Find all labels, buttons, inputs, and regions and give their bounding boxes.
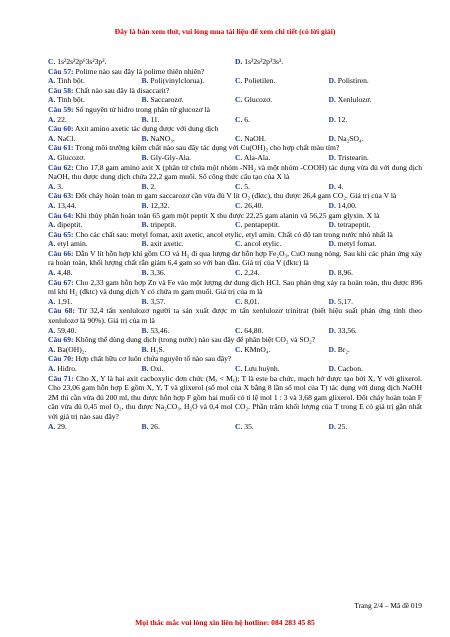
question-text — [48, 211, 422, 221]
option-letter: D. — [328, 152, 336, 162]
option-letter: A. — [48, 421, 56, 431]
option-text: 64,80. — [244, 325, 264, 335]
option-d — [329, 115, 423, 125]
option-text: Ba(OH)₂. — [57, 344, 87, 354]
option-letter: B. — [141, 114, 149, 124]
option-text: 59,40. — [57, 325, 77, 335]
option-letter: C. — [235, 268, 243, 278]
option-text: 22. — [57, 114, 67, 124]
option-text: 35. — [244, 421, 254, 431]
answer-options — [48, 345, 422, 355]
page-number: Trang 2/4 – Mã đề 019 — [354, 601, 422, 610]
option-text: Tinh bột. — [57, 95, 85, 105]
option-letter: A. — [48, 364, 56, 373]
question-stem: Không thể dùng dung dịch (trong nước) nào sau đây để phân biệt CO₂ và SO₂? — [75, 335, 316, 345]
answer-options — [48, 220, 422, 230]
question-text — [48, 374, 422, 422]
option-c — [235, 201, 329, 211]
option-text: axit axetic. — [150, 239, 184, 249]
option-text: Poli(vinylclorua). — [150, 76, 205, 86]
question-number: Câu 67: — [48, 277, 74, 287]
option-text: ancol etylic. — [244, 239, 282, 249]
option-a — [48, 268, 142, 278]
question-number: Câu 60: — [48, 124, 74, 134]
option-letter: C. — [235, 344, 243, 354]
option-letter: D. — [328, 325, 336, 335]
option-c — [235, 220, 329, 230]
option-letter: D. — [328, 114, 336, 124]
option-b — [142, 115, 236, 125]
option-b — [142, 134, 236, 144]
option-a — [48, 201, 142, 211]
option-letter: A. — [48, 152, 56, 162]
option-letter: B. — [141, 220, 149, 230]
option-text: 2,24. — [244, 268, 260, 278]
question-stem: Hợp chất hữu cơ luôn chứa nguyên tố nào sau đây? — [75, 354, 232, 364]
option-c — [235, 153, 329, 163]
answer-options — [48, 422, 422, 432]
question-block — [48, 124, 422, 143]
option-b — [142, 297, 236, 307]
option-d — [329, 268, 423, 278]
questions — [48, 67, 422, 432]
option-text: Hiđro. — [57, 364, 77, 373]
question-block — [48, 211, 422, 230]
question-number: Câu 61: — [48, 143, 74, 153]
question-stem: Số nguyên tử hiđro trong phân tử glucozơ là — [75, 104, 211, 114]
question-stem: Cho các chất sau: metyl fomat, axit axetic, ancol etylic, etyl amin. Chất có độ tan trong nước nhỏ nhất là — [75, 229, 393, 239]
option-text: KMnO₄. — [244, 344, 271, 354]
option-text: 1s²2s²2p⁶3s²3p². — [57, 57, 107, 66]
option-b — [142, 201, 236, 211]
option-letter: A. — [48, 200, 56, 210]
question-list — [48, 57, 422, 431]
option-text: Polistiren. — [337, 76, 369, 86]
question-stem: Cho 17,8 gam amino axit X (phân tử chứa một nhóm -NH₂ và một nhóm -COOH) tác dụng vừa đủ với dung dịch NaOH, thu được dung dịch chứa 22,2 gam muối. Số công thức cấu tạo của X là — [48, 162, 423, 182]
option-letter: C. — [235, 95, 243, 105]
option-a — [48, 345, 142, 355]
question-block — [48, 67, 422, 86]
option-a — [48, 153, 142, 163]
option-letter: D. — [328, 76, 336, 86]
option-text: Na₂SO₄. — [337, 133, 364, 143]
option-c — [235, 268, 329, 278]
option-text: 8,96. — [337, 268, 353, 278]
option-c — [235, 95, 329, 105]
option-c — [235, 345, 329, 355]
option-text: Xenlulozơ. — [337, 95, 372, 105]
option-d — [329, 182, 423, 192]
option-text: NaCl. — [57, 133, 76, 143]
question-block — [48, 163, 422, 192]
option-letter: D. — [328, 268, 336, 278]
option-letter: B. — [141, 344, 149, 354]
option-letter: A. — [48, 344, 56, 354]
option-letter: D. — [235, 57, 243, 66]
option-c — [235, 134, 329, 144]
option-letter: B. — [141, 239, 149, 249]
question-number: Câu 63: — [48, 191, 74, 201]
answer-options — [48, 115, 422, 125]
option-text: 12. — [337, 114, 348, 124]
q56-options — [48, 57, 422, 67]
option-text: Polietilen. — [244, 76, 276, 86]
option-letter: D. — [328, 239, 336, 249]
option-letter: C. — [235, 133, 243, 143]
option-letter: B. — [141, 152, 149, 162]
option-text: 26,40. — [244, 200, 264, 210]
option-c — [235, 326, 329, 336]
question-text — [48, 230, 422, 240]
option-a — [48, 134, 142, 144]
option-c — [235, 297, 329, 307]
option-a — [48, 326, 142, 336]
option-text: 4,48. — [57, 268, 73, 278]
option-text: 3. — [57, 181, 63, 191]
answer-options — [48, 182, 422, 192]
question-block — [48, 86, 422, 105]
option-letter: B. — [141, 296, 149, 306]
question-text — [48, 163, 422, 182]
answer-options — [48, 95, 422, 105]
option-text: NaOH. — [244, 133, 267, 143]
option-letter: D. — [328, 200, 336, 210]
option-text: metyl fomat. — [337, 239, 377, 249]
option-text: 8,01. — [244, 296, 260, 306]
option-c — [235, 422, 329, 432]
answer-options — [48, 76, 422, 86]
option-d — [329, 422, 423, 432]
option-letter: D. — [328, 364, 336, 373]
question-block — [48, 335, 422, 354]
option-text: NaNO₃. — [150, 133, 175, 143]
question-text — [48, 124, 422, 134]
question-text — [48, 354, 422, 364]
question-number: Câu 57: — [48, 66, 74, 76]
option-text: Gly-Gly-Ala. — [150, 152, 192, 162]
option-d — [329, 297, 423, 307]
option-letter: D. — [328, 133, 336, 143]
option-text: 6. — [244, 114, 250, 124]
option-d — [329, 153, 423, 163]
option-a — [48, 220, 142, 230]
option-text: đipeptit. — [57, 220, 83, 230]
question-block — [48, 354, 422, 373]
option-text: Lưu huỳnh. — [244, 364, 280, 373]
option-letter: A. — [48, 220, 56, 230]
option-text: tripeptit. — [150, 220, 177, 230]
option-a — [48, 239, 142, 249]
option-c — [235, 364, 329, 374]
option-text: Glucozơ. — [244, 95, 273, 105]
option-d — [329, 134, 423, 144]
question-number: Câu 58: — [48, 85, 74, 95]
answer-options — [48, 364, 422, 374]
option-text: Saccarozơ. — [150, 95, 184, 105]
option-text: 13,44. — [57, 200, 77, 210]
option-text: Oxi. — [150, 364, 164, 373]
question-block — [48, 249, 422, 278]
question-number: Câu 62: — [48, 162, 74, 172]
option-letter: A. — [48, 114, 56, 124]
option-b — [142, 422, 236, 432]
question-number: Câu 69: — [48, 335, 74, 345]
option-a — [48, 182, 142, 192]
question-number: Câu 65: — [48, 229, 74, 239]
option-text: tetrapeptit. — [337, 220, 371, 230]
option-letter: A. — [48, 95, 56, 105]
answer-options — [48, 153, 422, 163]
option-text: 4. — [337, 181, 344, 191]
option-letter: C. — [235, 200, 243, 210]
question-stem: Cho 2,33 gam hỗn hợp Zn và Fe vào một lượng dư dung dịch HCl. Sau phản ứng xảy ra hoàn toàn, thu được 896 ml khí H₂ (đktc) và dung dịch Y có chứa m gam muối. Giá trị của m là — [48, 277, 422, 297]
question-stem: Dẫn V lít hỗn hợp khí gồm CO và H₂ đi qua lượng dư hỗn hợp Fe₂O₃, CuO nung nóng. Sau khi các phản ứng xảy ra hoàn toàn, khối lượng chất rắn giảm 6,4 gam so với ban đầu. Giá trị của V (đktc) là — [48, 248, 422, 268]
question-stem: Trong môi trường kiềm chất nào sau đây tác dụng với Cu(OH)₂ cho hợp chất màu tím? — [75, 143, 340, 153]
option-letter: D. — [328, 220, 336, 230]
option-text: 3,36. — [150, 268, 166, 278]
question-text — [48, 191, 422, 201]
option-d — [329, 326, 423, 336]
option-d — [329, 239, 423, 249]
option-text: Tristearin. — [337, 152, 369, 162]
option-a — [48, 115, 142, 125]
option-text: 1,91. — [57, 296, 73, 306]
option-text: Br₂. — [337, 344, 350, 354]
option-text: 12,32. — [150, 200, 170, 210]
option-letter: B. — [141, 268, 149, 278]
question-number: Câu 66: — [48, 248, 74, 258]
option-b — [142, 239, 236, 249]
option-text: 25. — [337, 421, 348, 431]
option-letter: D. — [328, 95, 336, 105]
answer-options — [48, 268, 422, 278]
option-letter: C. — [235, 296, 243, 306]
option-d — [329, 76, 423, 86]
question-block — [48, 374, 422, 432]
answer-options — [48, 326, 422, 336]
option-b — [142, 326, 236, 336]
option-letter: C. — [235, 325, 243, 335]
option-letter: A. — [48, 239, 56, 249]
option-text: 1s²2s²2p³3s³. — [244, 57, 284, 66]
question-text — [48, 278, 422, 297]
question-stem: Khi thủy phân hoàn toàn 65 gam một peptit X thu được 22,25 gam alanin và 56,25 gam glyxin. X là — [75, 210, 380, 220]
option-a — [48, 297, 142, 307]
option-letter: C. — [235, 239, 243, 249]
option-b — [142, 345, 236, 355]
question-text — [48, 86, 422, 96]
option-letter: B. — [141, 325, 149, 335]
option-text: 2. — [150, 181, 157, 191]
answer-options — [48, 134, 422, 144]
hotline-banner: Mọi thắc mắc vui lòng xin liên hệ hotline: 084 283 45 85 — [135, 618, 315, 627]
option-a — [48, 76, 142, 86]
preview-banner: Đây là bản xem thử, vui lòng mua tài liệu để xem chi tiết (có lời giải) — [114, 27, 336, 36]
option-letter: A. — [48, 268, 56, 278]
option-letter: D. — [328, 296, 336, 306]
question-stem: Polime nào sau đây là polime thiên nhiên? — [75, 66, 205, 76]
option-c — [48, 57, 235, 67]
option-text: pentapeptit. — [244, 220, 280, 230]
option-text: Tinh bột. — [57, 76, 85, 86]
option-c — [235, 239, 329, 249]
option-text: 11. — [150, 114, 160, 124]
option-d — [235, 57, 422, 67]
question-number: Câu 68: — [48, 306, 75, 316]
question-stem: Từ 32,4 tấn xenlulozơ người ta sản xuất được m tấn xenlulozơ trinitrat (biết hiệu suất phản ứng tính theo xenlulozơ là 90%). Giá trị của m là — [48, 306, 422, 326]
option-a — [48, 95, 142, 105]
option-letter: C. — [235, 421, 243, 431]
option-b — [142, 76, 236, 86]
option-a — [48, 364, 142, 374]
option-letter: D. — [328, 344, 336, 354]
option-letter: D. — [328, 181, 336, 191]
option-text: 53,46. — [150, 325, 170, 335]
option-letter: C. — [235, 152, 243, 162]
option-letter: C. — [235, 220, 243, 230]
option-text: 3,57. — [150, 296, 166, 306]
question-block — [48, 306, 422, 335]
option-letter: A. — [48, 296, 56, 306]
option-b — [142, 220, 236, 230]
option-c — [235, 76, 329, 86]
option-b — [142, 153, 236, 163]
question-number: Câu 70: — [48, 354, 74, 364]
option-text: etyl amin. — [57, 239, 88, 249]
option-letter: A. — [48, 181, 56, 191]
option-letter: C. — [235, 181, 243, 191]
option-b — [142, 364, 236, 374]
question-text — [48, 306, 422, 325]
option-text: Glucozơ. — [57, 152, 86, 162]
option-letter: B. — [141, 133, 149, 143]
question-block — [48, 230, 422, 249]
option-d — [329, 220, 423, 230]
option-letter: B. — [141, 181, 149, 191]
option-letter: A. — [48, 76, 56, 86]
option-b — [142, 182, 236, 192]
option-text: H₂S. — [150, 344, 165, 354]
answer-options — [48, 201, 422, 211]
question-block — [48, 278, 422, 307]
option-letter: C. — [235, 114, 243, 124]
option-text: 5. — [244, 181, 250, 191]
option-text: Ala-Ala. — [243, 152, 271, 162]
option-text: 14,00. — [337, 200, 357, 210]
question-block — [48, 143, 422, 162]
question-block — [48, 191, 422, 210]
option-b — [142, 95, 236, 105]
option-a — [48, 422, 142, 432]
option-letter: B. — [141, 421, 149, 431]
option-letter: C. — [235, 76, 243, 86]
option-d — [329, 345, 423, 355]
question-number: Câu 64: — [48, 210, 74, 220]
option-letter: B. — [141, 200, 149, 210]
option-d — [329, 95, 423, 105]
option-letter: A. — [48, 133, 56, 143]
option-letter: C. — [235, 364, 243, 373]
question-text — [48, 335, 422, 345]
question-text — [48, 143, 422, 153]
question-block — [48, 105, 422, 124]
question-number: Câu 71: — [48, 373, 74, 383]
question-stem: Chất nào sau đây là disaccarit? — [75, 85, 170, 95]
option-b — [142, 268, 236, 278]
option-letter: A. — [48, 325, 56, 335]
question-number: Câu 59: — [48, 104, 74, 114]
question-text — [48, 67, 422, 77]
question-stem: Cho X, Y là hai axit cacboxylic đơn chức (Mₓ < Mᵧ); T là este ba chức, mạch hở được tạo bởi X, Y với glixerol. Cho 23,06 gam hỗn hợp E gồm X, Y, T và glixerol (số mol của X bằng 8 lần số mol của T) tác dụng với dung dịch NaOH 2M thì cần vừa đủ 200 ml, thu được hỗn hợp F gồm hai muối có tỉ lệ mol 1 : 3 và 3,68 gam glixerol. Đốt cháy hoàn toàn F cần vừa đủ 0,45 mol O₂, thu được Na₂CO₃, H₂O và 0,4 mol CO₂. Phần trăm khối lượng của T trong E có giá trị gần nhất với giá trị nào sau đây? — [48, 373, 422, 421]
option-c — [235, 115, 329, 125]
option-letter: B. — [141, 95, 149, 105]
option-text: 29. — [57, 421, 67, 431]
option-text: Cacbon. — [337, 364, 363, 373]
option-letter: B. — [141, 76, 149, 86]
option-text: 5,17. — [337, 296, 353, 306]
answer-options — [48, 297, 422, 307]
option-letter: D. — [328, 421, 336, 431]
option-d — [329, 201, 423, 211]
question-stem: Axit amino axetic tác dụng được với dung dịch — [75, 124, 219, 134]
option-text: 33,56. — [337, 325, 357, 335]
option-d — [329, 364, 423, 374]
question-text — [48, 249, 422, 268]
option-letter: B. — [141, 364, 149, 373]
option-c — [235, 182, 329, 192]
option-text: 26. — [150, 421, 160, 431]
question-text — [48, 105, 422, 115]
question-stem: Đốt cháy hoàn toàn m gam saccarozơ cần vừa đủ V lít O₂ (đktc), thu được 26,4 gam CO₂. Giá trị của V là — [75, 191, 397, 201]
option-letter: C. — [48, 57, 56, 66]
answer-options — [48, 239, 422, 249]
